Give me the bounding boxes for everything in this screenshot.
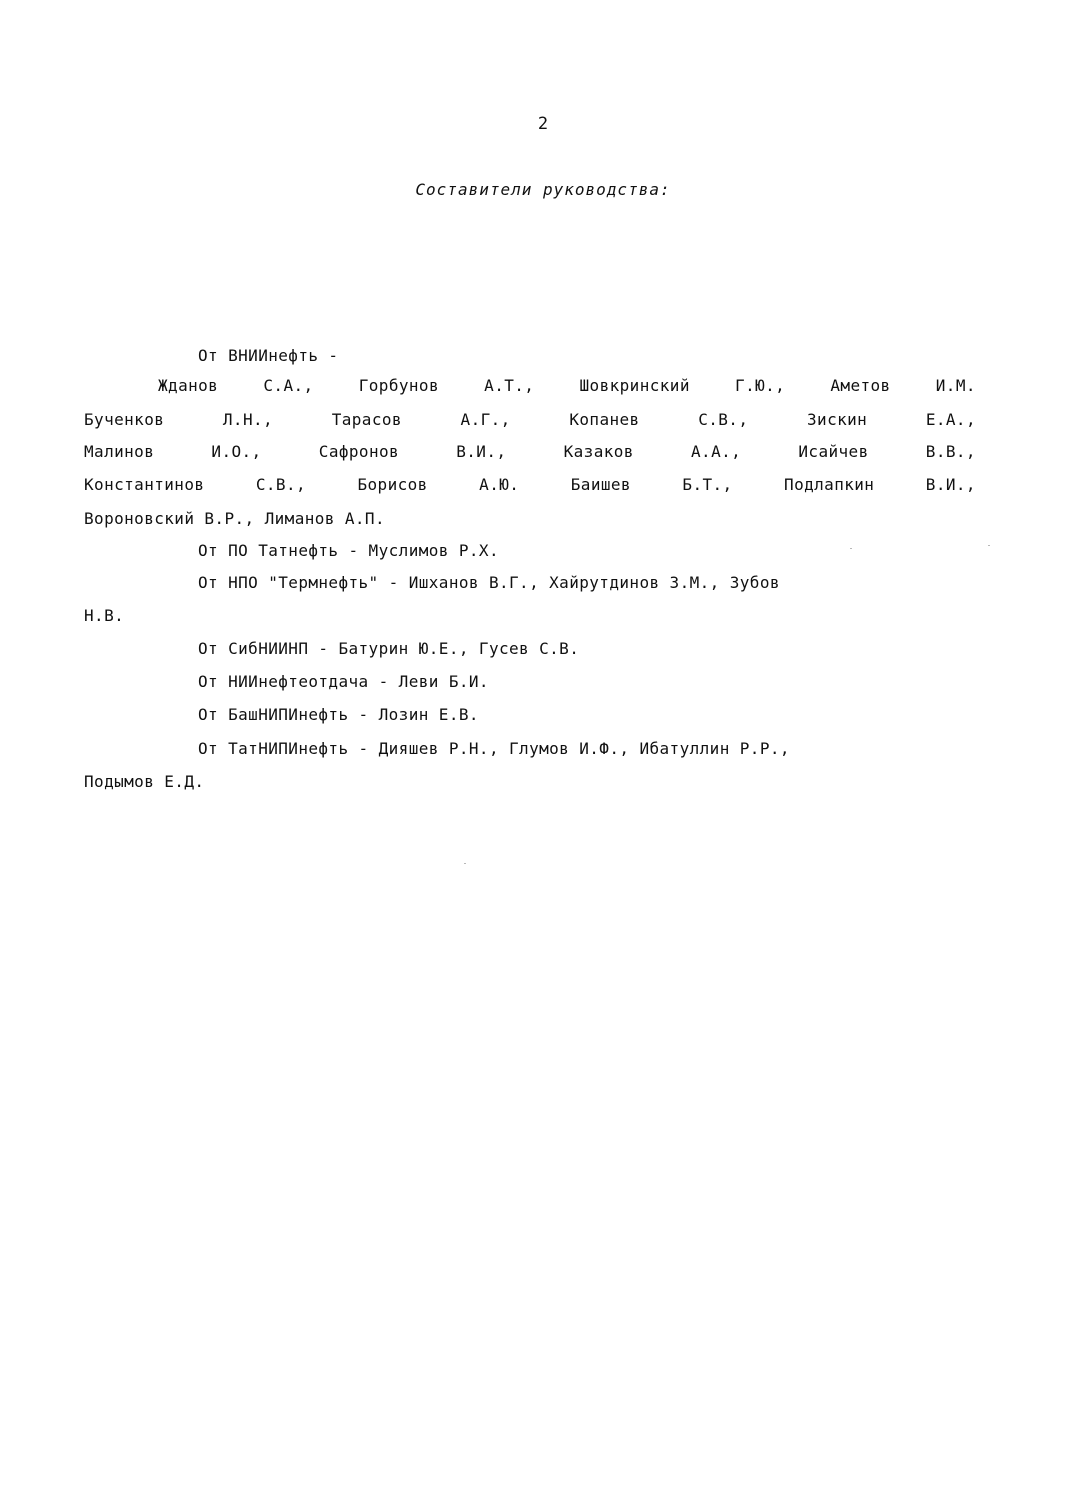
document-heading: Составители руководства: bbox=[415, 180, 671, 199]
author-initials: В.В., bbox=[925, 442, 976, 461]
org-sibniinp: От СибНИИНП - Батурин Ю.Е., Гусев С.В. bbox=[198, 639, 580, 658]
author-name: Малинов bbox=[84, 442, 155, 461]
author-line-2 bbox=[84, 410, 976, 430]
org-tatnipineft-continued: Подымов Е.Д. bbox=[84, 772, 205, 791]
author-name: Аметов bbox=[830, 376, 891, 395]
author-name: Горбунов bbox=[358, 376, 439, 395]
author-initials: С.В., bbox=[255, 475, 307, 494]
author-initials: С.В., bbox=[698, 410, 749, 429]
author-initials: А.Т., bbox=[484, 376, 535, 395]
author-initials: В.И., bbox=[456, 442, 507, 461]
org-termneft: От НПО "Термнефть" - Ишханов В.Г., Хайрутдинов З.М., Зубов bbox=[198, 573, 780, 592]
org-bashnipineft: От БашНИПИнефть - Лозин Е.В. bbox=[198, 705, 479, 724]
org-niinefteotdacha: От НИИнефтеотдача - Леви Б.И. bbox=[198, 672, 489, 691]
author-name: Баишев bbox=[570, 475, 631, 494]
author-initials: Л.Н., bbox=[222, 410, 274, 429]
scan-speck bbox=[464, 863, 466, 864]
author-name: Казаков bbox=[563, 442, 634, 461]
author-name: Зискин bbox=[807, 410, 868, 429]
scan-speck bbox=[850, 548, 852, 549]
author-initials: А.Г., bbox=[460, 410, 511, 429]
author-initials: И.М. bbox=[935, 376, 976, 395]
author-initials: А.А., bbox=[691, 442, 742, 461]
author-initials: Г.Ю., bbox=[735, 376, 786, 395]
author-name: Сафронов bbox=[318, 442, 400, 461]
author-name: Бученков bbox=[84, 410, 165, 429]
author-initials: А.Ю. bbox=[479, 475, 520, 494]
author-name: Жданов bbox=[158, 376, 219, 395]
author-line-4 bbox=[84, 475, 976, 495]
org-tatneft: От ПО Татнефть - Муслимов Р.Х. bbox=[198, 541, 499, 560]
author-initials: Б.Т., bbox=[682, 475, 733, 494]
author-name: Подлапкин bbox=[784, 475, 875, 494]
author-name: Копанев bbox=[569, 410, 640, 429]
author-name: Борисов bbox=[357, 475, 428, 494]
page-number: 2 bbox=[537, 114, 549, 134]
scan-speck bbox=[988, 545, 990, 546]
author-line-5: Вороновский В.Р., Лиманов А.П. bbox=[84, 509, 385, 528]
org-vniineft: От ВНИИнефть - bbox=[198, 346, 339, 365]
author-name: Тарасов bbox=[331, 410, 402, 429]
author-line-3 bbox=[84, 442, 976, 462]
author-initials: И.О., bbox=[211, 442, 262, 461]
author-name: Исайчев bbox=[798, 442, 869, 461]
org-tatnipineft: От ТатНИПИнефть - Дияшев Р.Н., Глумов И.Ф., Ибатуллин Р.Р., bbox=[198, 739, 790, 758]
author-initials: В.И., bbox=[925, 475, 976, 494]
author-initials: Е.А., bbox=[925, 410, 976, 429]
org-termneft-continued: Н.В. bbox=[84, 606, 125, 625]
author-initials: С.А., bbox=[263, 376, 314, 395]
author-name: Шовкринский bbox=[579, 376, 690, 395]
author-name: Константинов bbox=[84, 475, 205, 494]
author-line-1 bbox=[158, 376, 976, 396]
